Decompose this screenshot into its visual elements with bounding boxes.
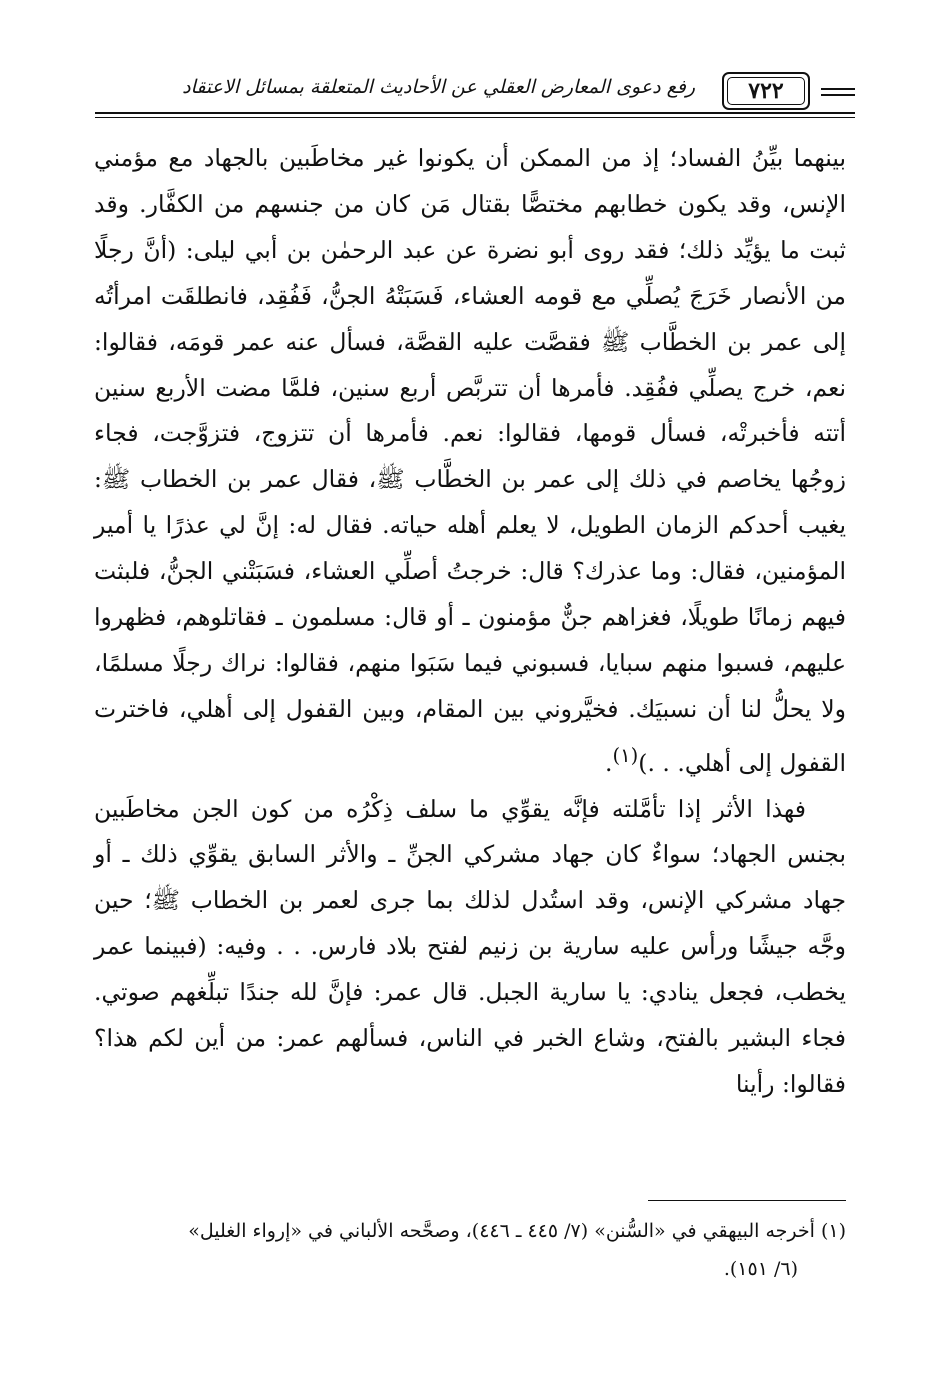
paragraph: بينهما بيِّنُ الفساد؛ إذ من الممكن أن يكونوا غير مخاطَبين بالجهاد مع مؤمني الإنس، وقد يكون خطابهم مختصًّا بقتال مَن كان من جنسهم من الكفَّار. وقد ثبت ما يؤيِّد ذلك؛ فقد روى أبو نضرة عن عبد الرحمٰن بن أبي ليلى: (أنَّ رجلًا من الأنصار خَرَجَ يُصلِّي مع قومه العشاء، فَسَبَتْهُ الجنُّ، فَفُقِد، فانطلقَت امرأتُه إلى عمر بن الخطَّاب ﷺ فقصَّت عليه القصَّة، فسأل عنه عمر قومَه، فقالوا: نعم، خرج يصلِّي ففُقِد. فأمرها أن تتربَّص أربع سنين، فلمَّا مضت الأربع سنين أتته فأخبرتْه، فسأل قومها، فقالوا: نعم. فأمرها أن تتزوج، فتزوَّجت، فجاء زوجُها يخاصم في ذلك إلى عمر بن الخطَّاب ﷺ، فقال عمر بن الخطاب ﷺ: يغيب أحدكم الزمان الطويل، لا يعلم أهله حياته. فقال له: إنَّ لي عذرًا يا أمير المؤمنين، فقال: وما عذرك؟ قال: خرجتُ أصلِّي العشاء، فسَبَتْني الجنُّ، فلبثت فيهم زمانًا طويلًا، فغزاهم جنٌّ مؤمنون ـ أو قال: مسلمون ـ فقاتلوهم، فظهروا عليهم، فسبوا منهم سبايا، فسبوني فيما سَبَوا منهم، فقالوا: نراك رجلًا مسلمًا، ولا يحلُّ لنا أن نسبيَك. فخيَّروني بين المقام، وبين القفول إلى أهلي، فاخترت القفول إلى أهلي. . .)$^{(١)}$. [94,144,846,777]
page-header [95,70,855,122]
footnote-line: (١) أخرجه البيهقي في «السُّنن» (٧/ ٤٤٥ ـ ٤٤٦)، وصحَّحه الألباني في «إرواء الغليل» [188,1220,846,1242]
paragraph-text: بينهما بيِّنُ الفساد؛ إذ من الممكن أن يكونوا غير مخاطَبين بالجهاد مع مؤمني الإنس، وقد يكون خطابهم مختصًّا بقتال مَن كان من جنسهم من الكفَّار. وقد ثبت ما يؤيِّد ذلك؛ فقد روى أبو نضرة عن عبد الرحمٰن بن أبي ليلى: (أنَّ رجلًا من الأنصار خَرَجَ يُصلِّي مع قومه العشاء، فَسَبَتْهُ الجنُّ، فَفُقِد، فانطلقَت امرأتُه إلى عمر بن الخطَّاب ﷺ فقصَّت عليه القصَّة، فسأل عنه عمر قومَه، فقالوا: نعم، خرج يصلِّي ففُقِد. فأمرها أن تتربَّص أربع سنين، فلمَّا مضت الأربع سنين أتته فأخبرتْه، فسأل قومها، فقالوا: نعم. فأمرها أن تتزوج، فتزوَّجت، فجاء زوجُها يخاصم في ذلك إلى عمر بن الخطَّاب ﷺ، فقال عمر بن الخطاب ﷺ: يغيب أحدكم الزمان الطويل، لا يعلم أهله حياته. فقال له: إنَّ لي عذرًا يا أمير المؤمنين، فقال: وما عذرك؟ قال: خرجتُ أصلِّي العشاء، فسَبَتْني الجنُّ، فلبثت فيهم زمانًا طويلًا، فغزاهم جنٌّ مؤمنون ـ أو قال: مسلمون ـ فقاتلوهم، فظهروا عليهم، فسبوا منهم سبايا، فسبوني فيما سَبَوا منهم، فقالوا: نراك رجلًا مسلمًا، ولا يحلُّ لنا أن نسبيَك. فخيَّروني بين المقام، وبين القفول إلى أهلي، فاخترت القفول إلى أهلي. . .) [94,144,846,777]
footnote [94,1212,846,1288]
footnote-reference: (١) [612,743,639,767]
footnote-line: (٦/ ١٥١). [723,1258,798,1280]
header-rule [95,117,855,118]
footnote-separator [648,1200,846,1201]
header-dash [821,94,855,96]
paragraph: فهذا الأثر إذا تأمَّلته فإنَّه يقوِّي ما سلف ذِكْرُه من كون الجن مخاطَبين بجنس الجهاد؛ سواءٌ كان جهاد مشركي الجنِّ ـ والأثر السابق يقوِّي ذلك ـ أو جهاد مشركي الإنس، وقد استُدل لذلك بما جرى لعمر بن الخطاب ﷺ؛ حين وجَّه جيشًا ورأس عليه سارية بن زنيم لفتح بلاد فارس. . . وفيه: (فبينما عمر يخطب، فجعل ينادي: يا سارية الجبل. قال عمر: فإنَّ لله جندًا تبلِّغهم صوتي. فجاء البشير بالفتح، وشاع الخبر في الناس، فسألهم عمر: من أين لكم هذا؟ فقالوا: رأينا [94,794,846,1098]
main-text [94,136,846,1108]
page-number-frame [722,72,810,110]
running-title: رفع دعوى المعارض العقلي عن الأحاديث المتعلقة بمسائل الاعتقاد [182,76,695,98]
header-dash [821,88,855,90]
header-rule [95,112,855,114]
page-number: ٧٢٢ [748,78,784,104]
